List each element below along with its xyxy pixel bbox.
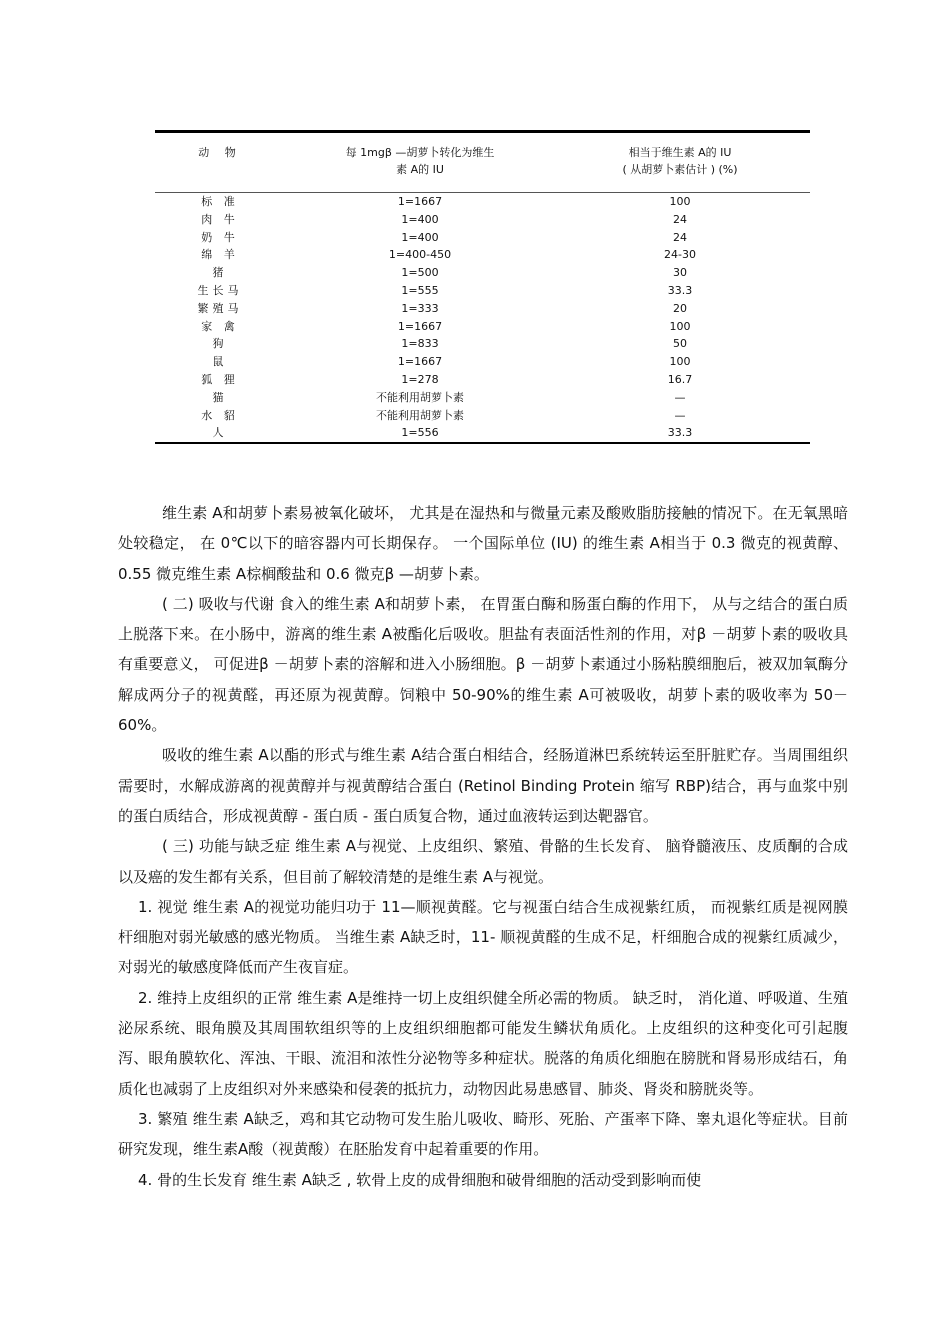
cell-percent: 24 bbox=[673, 212, 687, 226]
cell-iu: 1=833 bbox=[401, 337, 439, 351]
header-percent-line2: ( 从胡萝卜素估计 ) (%) bbox=[622, 163, 738, 176]
paragraph-reproduction: 3. 繁殖 维生素 A缺乏，鸡和其它动物可发生胎儿吸收、畸形、死胎、产蛋率下降、睾丸退化等症状。目前研究发现，维生素A酸（视黄酸）在胚胎发育中起着重要的作用。 bbox=[118, 1109, 848, 1159]
cell-animal: 水 貂 bbox=[201, 408, 239, 422]
paragraph-stability: 维生素 A和胡萝卜素易被氧化破坏， 尤其是在湿热和与微量元素及酸败脂肪接触的情况下。在无氧黑暗处较稳定， 在 0℃以下的暗容器内可长期保存。 一个国际单位 (IU) 的维生素 A相当于 0.3 微克的视黄醇、 0.55 微克维生素 A棕榈酸盐和 0.6 微克β —胡萝卜素。 bbox=[118, 504, 848, 583]
header-percent-line1: 相当于维生素 A的 IU bbox=[628, 146, 732, 159]
cell-iu: 1=1667 bbox=[397, 319, 443, 333]
cell-iu: 1=1667 bbox=[397, 195, 443, 208]
cell-iu: 1=555 bbox=[401, 283, 439, 297]
cell-iu: 不能利用胡萝卜素 bbox=[376, 408, 464, 422]
header-iu bbox=[315, 144, 525, 178]
table-row bbox=[155, 407, 810, 425]
cell-animal: 奶 牛 bbox=[201, 230, 239, 244]
table-bottom-rule bbox=[155, 442, 810, 444]
header-percent bbox=[575, 144, 785, 178]
cell-animal: 肉 牛 bbox=[201, 212, 239, 226]
table-row bbox=[155, 424, 810, 442]
cell-iu: 1=333 bbox=[401, 301, 439, 315]
body-text bbox=[118, 498, 848, 1195]
cell-percent: 50 bbox=[673, 337, 687, 351]
cell-iu: 1=400-450 bbox=[388, 248, 452, 262]
header-iu-line2: 素 A的 IU bbox=[396, 163, 444, 176]
header-animal: 动 物 bbox=[198, 146, 242, 159]
cell-animal: 猪 bbox=[212, 266, 228, 280]
cell-animal: 狗 bbox=[212, 337, 228, 351]
table-row bbox=[155, 318, 810, 336]
cell-percent: 30 bbox=[673, 266, 687, 280]
paragraph-absorption: ( 二) 吸收与代谢 食入的维生素 A和胡萝卜素， 在胃蛋白酶和肠蛋白酶的作用下， 从与之结合的蛋白质上脱落下来。在小肠中，游离的维生素 A被酯化后吸收。胆盐有表面活性剂的作用，对β －胡萝卜素的吸收具有重要意义， 可促进β －胡萝卜素的溶解和进入小肠细胞。β －胡萝卜素通过小肠粘膜细胞后，被双加氧酶分解成两分子的视黄醛，再还原为视黄醇。饲粮中 50-90%的维生素 A可被吸收，胡萝卜素的吸收率为 50－60%。 bbox=[118, 594, 848, 735]
paragraph-epithelium: 2. 维持上皮组织的正常 维生素 A是维持一切上皮组织健全所必需的物质。 缺乏时， 消化道、呼吸道、生殖泌尿系统、眼角膜及其周围软组织等的上皮组织细胞都可能发生鳞状角质化。上皮组织的这种变化可引起腹泻、眼角膜软化、浑浊、干眼、流泪和浓性分泌物等多种症状。脱落的角质化细胞在膀胱和肾易形成结石，角质化也减弱了上皮组织对外来感染和侵袭的抵抗力，动物因此易患感冒、肺炎、肾炎和膀胱炎等。 bbox=[118, 988, 848, 1098]
cell-percent: — bbox=[674, 408, 686, 422]
cell-iu: 1=556 bbox=[401, 426, 439, 440]
cell-animal: 猫 bbox=[212, 390, 228, 404]
cell-percent: 16.7 bbox=[667, 372, 693, 386]
cell-iu: 1=500 bbox=[401, 266, 439, 280]
table-body bbox=[155, 193, 810, 442]
table-row bbox=[155, 282, 810, 300]
cell-animal: 繁殖马 bbox=[197, 301, 243, 315]
table-row bbox=[155, 211, 810, 229]
cell-animal: 标 准 bbox=[201, 195, 239, 208]
cell-percent: 100 bbox=[669, 355, 691, 369]
paragraph-bone: 4. 骨的生长发育 维生素 A缺乏 , 软骨上皮的成骨细胞和破骨细胞的活动受到影响而使 bbox=[138, 1170, 702, 1189]
cell-iu: 1=278 bbox=[401, 372, 439, 386]
cell-percent: 20 bbox=[673, 301, 687, 315]
cell-percent: 33.3 bbox=[667, 426, 693, 440]
cell-percent: 24-30 bbox=[664, 248, 696, 262]
table-row bbox=[155, 246, 810, 264]
table-top-rule bbox=[155, 130, 810, 133]
paragraph-transport: 吸收的维生素 A以酯的形式与维生素 A结合蛋白相结合，经肠道淋巴系统转运至肝脏贮存。当周围组织需要时，水解成游离的视黄醇并与视黄醇结合蛋白 (Retinol Binding Protein 缩写 RBP)结合，再与血浆中别的蛋白质结合，形成视黄醇 - 蛋白质 - 蛋白质复合物，通过血液转运到达靶器官。 bbox=[118, 746, 848, 825]
cell-animal: 鼠 bbox=[212, 355, 228, 369]
table-row bbox=[155, 353, 810, 371]
table-row bbox=[155, 264, 810, 282]
cell-animal: 家 禽 bbox=[201, 319, 239, 333]
cell-animal: 生长马 bbox=[197, 283, 243, 297]
table-row bbox=[155, 193, 810, 211]
table-row bbox=[155, 300, 810, 318]
cell-percent: 24 bbox=[673, 230, 687, 244]
cell-iu: 1=400 bbox=[401, 212, 439, 226]
cell-iu: 1=1667 bbox=[397, 355, 443, 369]
cell-iu: 不能利用胡萝卜素 bbox=[376, 390, 464, 404]
cell-animal: 绵 羊 bbox=[201, 248, 239, 262]
cell-animal: 人 bbox=[212, 426, 228, 440]
table-row bbox=[155, 389, 810, 407]
table-row bbox=[155, 371, 810, 389]
cell-iu: 1=400 bbox=[401, 230, 439, 244]
table-row bbox=[155, 335, 810, 353]
cell-percent: 100 bbox=[669, 195, 691, 208]
cell-animal: 狐 狸 bbox=[201, 372, 239, 386]
cell-percent: 33.3 bbox=[667, 283, 693, 297]
header-iu-line1: 每 1mgβ —胡萝卜转化为维生 bbox=[345, 146, 495, 159]
table-row bbox=[155, 229, 810, 247]
cell-percent: — bbox=[674, 390, 686, 404]
paragraph-vision: 1. 视觉 维生素 A的视觉功能归功于 11—顺视黄醛。它与视蛋白结合生成视紫红质， 而视紫红质是视网膜杆细胞对弱光敏感的感光物质。 当维生素 A缺乏时，11- 顺视黄醛的生成不足，杆细胞合成的视紫红质减少，对弱光的敏感度降低而产生夜盲症。 bbox=[118, 897, 848, 977]
cell-percent: 100 bbox=[669, 319, 691, 333]
paragraph-functions: ( 三) 功能与缺乏症 维生素 A与视觉、上皮组织、繁殖、骨骼的生长发育、 脑脊髓液压、皮质酮的合成以及癌的发生都有关系，但目前了解较清楚的是维生素 A与视觉。 bbox=[118, 837, 848, 886]
